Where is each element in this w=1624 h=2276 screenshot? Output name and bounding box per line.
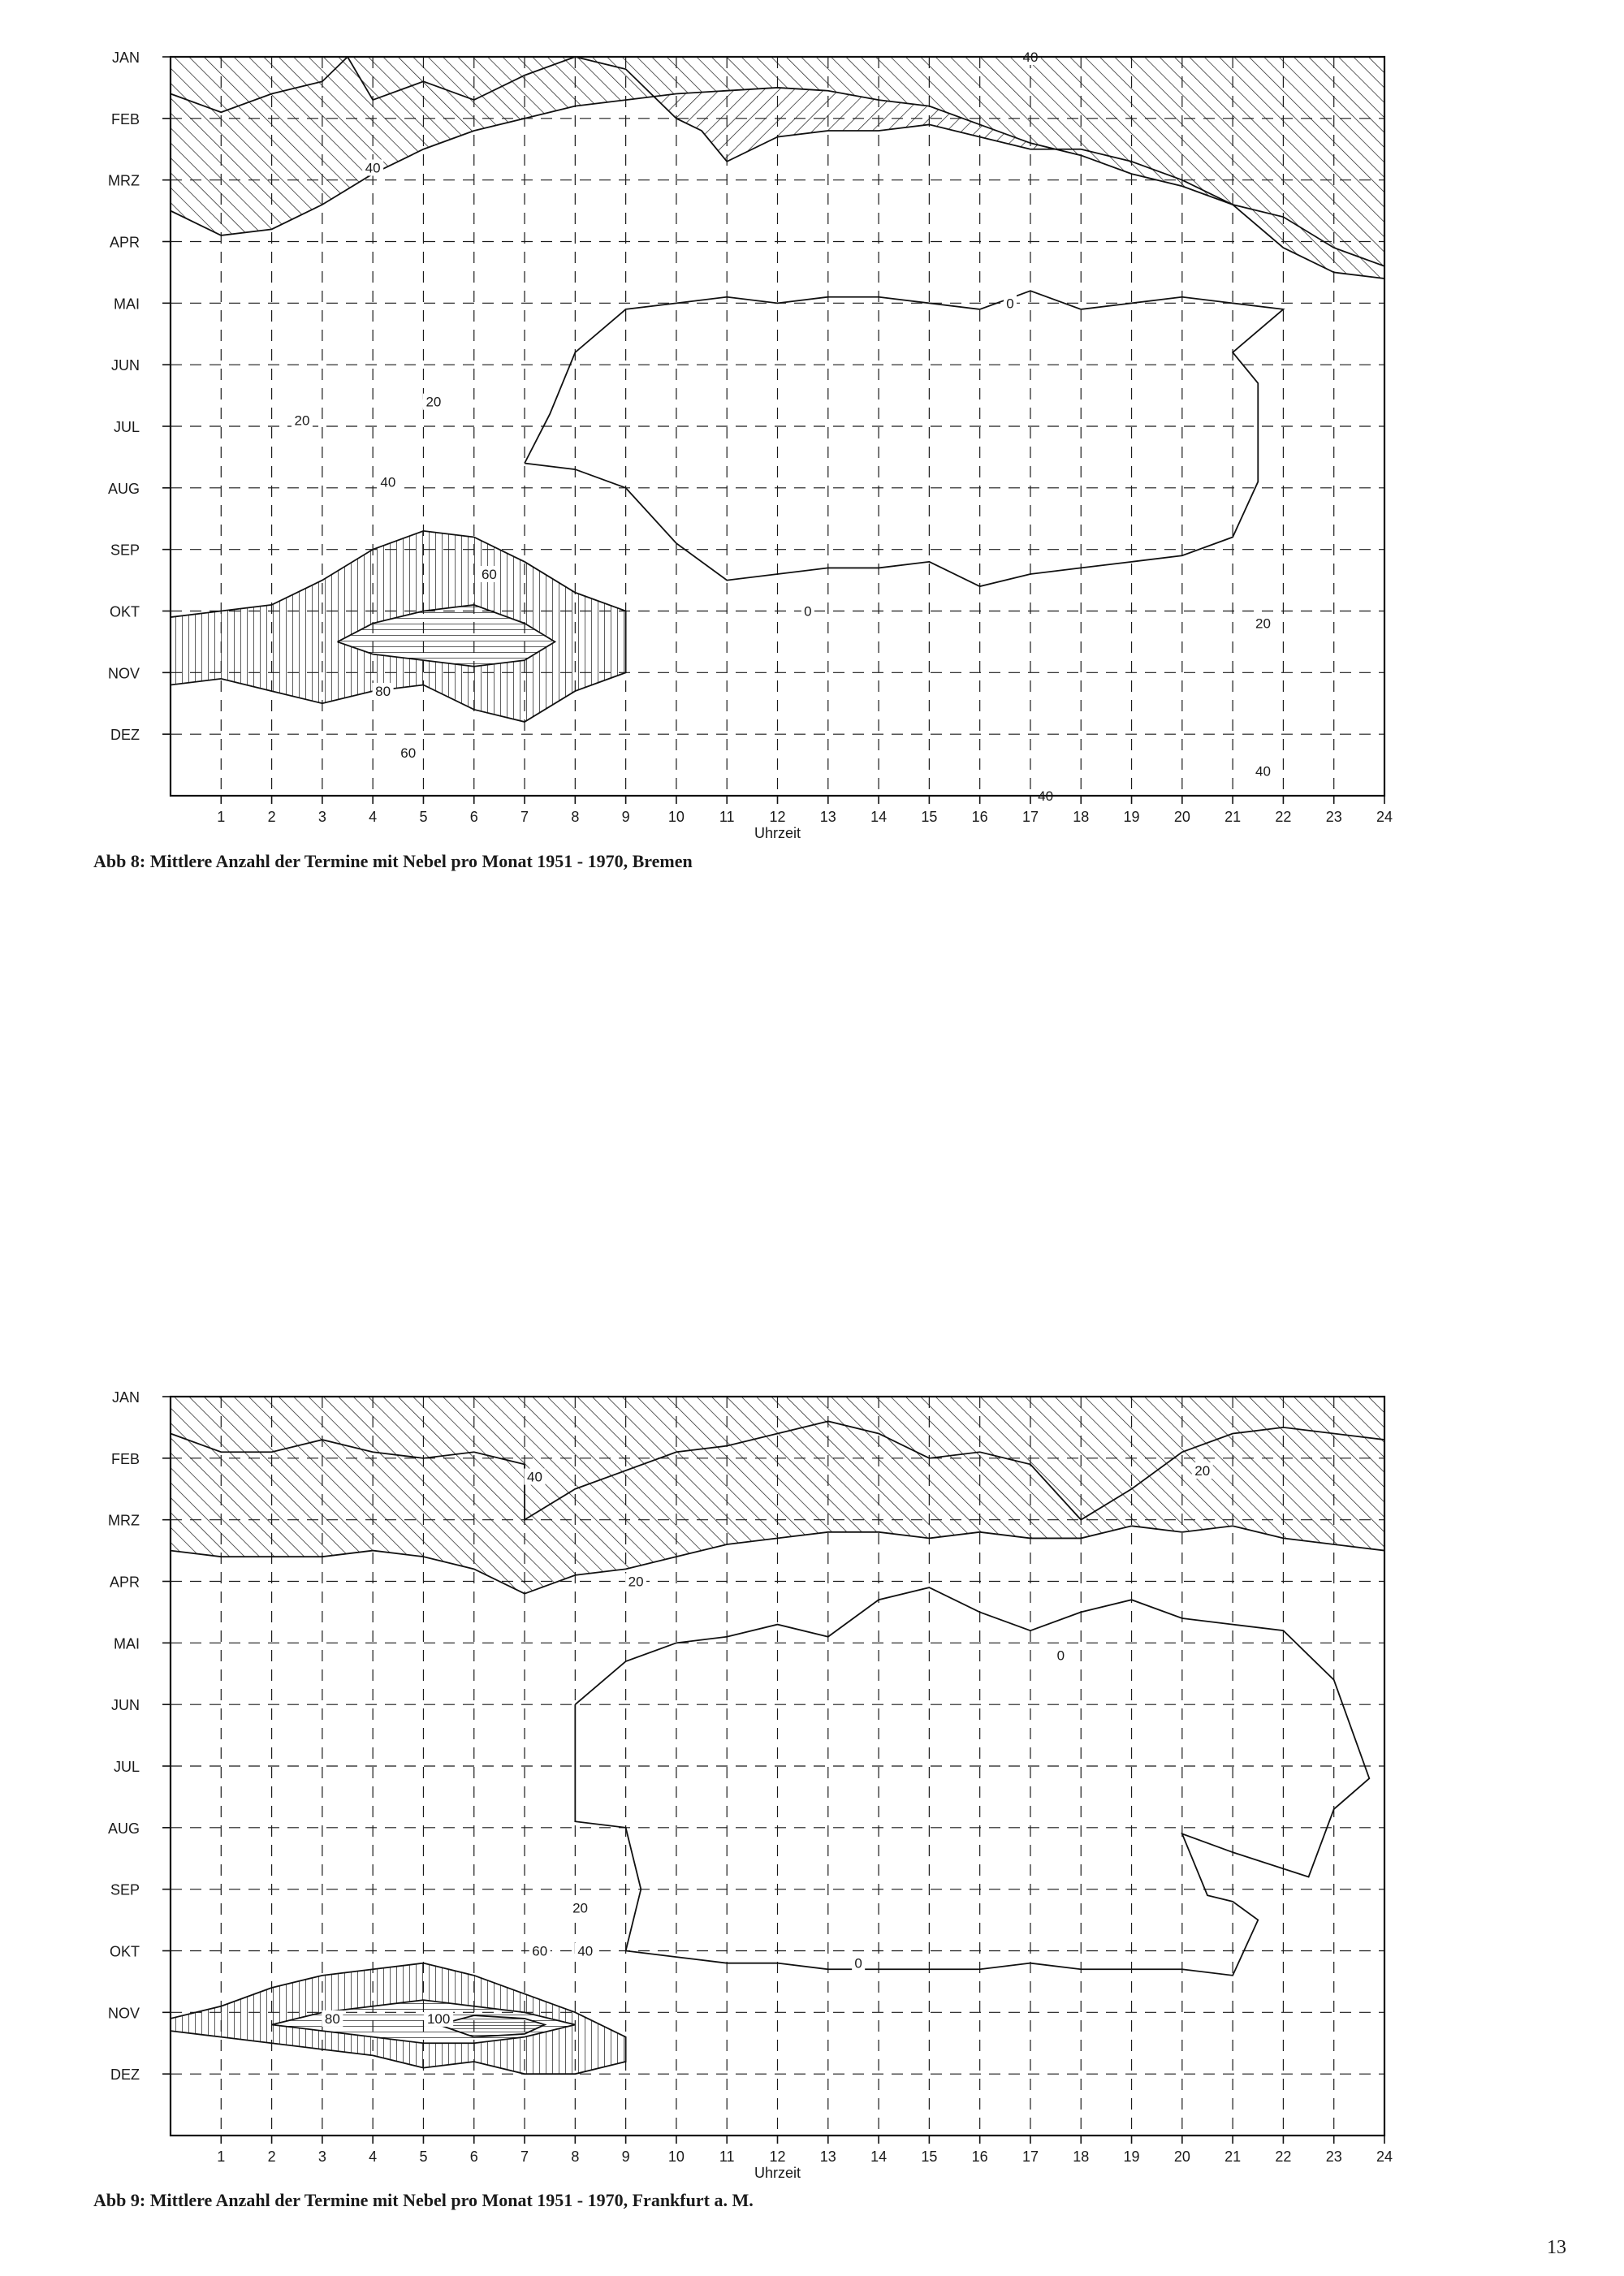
x-tick-label: 11	[719, 2149, 735, 2165]
contour-label: 20	[1194, 1463, 1211, 1479]
y-tick-label: AUG	[107, 1820, 140, 1837]
x-tick-label: 15	[921, 809, 938, 825]
contour-label: 40	[577, 1943, 594, 1959]
caption-text: Mittlere Anzahl der Termine mit Nebel pro Monat 1951 - 1970, Bremen	[149, 851, 693, 871]
x-tick-label: 3	[317, 2149, 326, 2165]
y-tick-label: JUL	[113, 419, 140, 435]
x-tick-label: 24	[1376, 809, 1393, 825]
contour-label: 20	[294, 412, 310, 429]
x-tick-label: 19	[1123, 2149, 1140, 2165]
contour-label: 80	[375, 684, 391, 700]
x-tick-label: 19	[1123, 809, 1140, 825]
x-tick-label: 20	[1173, 2149, 1190, 2165]
x-tick-label: 15	[921, 2149, 938, 2165]
contour-label: 20	[628, 1574, 644, 1590]
x-tick-label: 1	[217, 2149, 226, 2165]
figure-caption-bremen	[93, 851, 693, 872]
x-tick-label: 21	[1224, 2149, 1242, 2165]
contour-label: 60	[400, 745, 417, 761]
x-tick-label: 2	[267, 2149, 276, 2165]
x-tick-label: 2	[267, 809, 276, 825]
y-tick-label: OKT	[109, 603, 140, 620]
x-tick-label: 11	[719, 809, 735, 825]
x-tick-label: 8	[571, 809, 580, 825]
y-tick-label: MAI	[113, 296, 140, 313]
x-tick-label: 1	[217, 809, 226, 825]
x-tick-label: 3	[317, 809, 326, 825]
x-tick-label: 16	[971, 2149, 988, 2165]
contour-band-0	[575, 1587, 1369, 1976]
page-number: 13	[1547, 2237, 1566, 2258]
x-tick-label: 24	[1376, 2149, 1393, 2165]
contour-label: 40	[365, 160, 381, 176]
contour-label: 60	[532, 1943, 548, 1959]
x-tick-label: 23	[1325, 809, 1342, 825]
x-tick-label: 5	[419, 809, 428, 825]
x-tick-label: 9	[621, 809, 630, 825]
caption-label: Abb 9:	[93, 2190, 146, 2210]
y-tick-label: FEB	[110, 110, 140, 127]
x-tick-label: 7	[520, 2149, 529, 2165]
contour-chart-frankfurt	[0, 1372, 1624, 2184]
x-tick-label: 17	[1021, 2149, 1039, 2165]
x-tick-label: 9	[621, 2149, 630, 2165]
contour-label: 40	[380, 474, 396, 490]
contour-label: 0	[854, 1955, 862, 1972]
y-tick-label: MRZ	[108, 1512, 140, 1529]
caption-label: Abb 8:	[93, 851, 146, 871]
x-tick-label: 13	[819, 809, 836, 825]
contour-label: 40	[1022, 50, 1039, 65]
x-tick-label: 22	[1275, 2149, 1292, 2165]
x-tick-label: 14	[870, 809, 888, 825]
y-tick-label: JAN	[111, 50, 140, 66]
y-tick-label: JAN	[111, 1389, 140, 1406]
x-tick-label: 21	[1224, 809, 1242, 825]
x-tick-label: 10	[667, 809, 685, 825]
y-tick-label: APR	[109, 1574, 140, 1591]
y-tick-label: DEZ	[110, 2067, 140, 2084]
y-tick-label: SEP	[110, 1881, 140, 1898]
x-tick-label: 18	[1073, 2149, 1090, 2165]
contour-chart-bremen	[0, 32, 1624, 844]
x-tick-label: 6	[469, 809, 478, 825]
y-tick-label: AUG	[107, 480, 140, 497]
contour-label: 20	[1255, 615, 1271, 632]
x-tick-label: 8	[571, 2149, 580, 2165]
y-tick-label: JUL	[113, 1759, 140, 1775]
x-tick-label: 4	[369, 2149, 378, 2165]
y-tick-label: JUN	[111, 357, 140, 374]
contour-band-0	[525, 291, 1283, 586]
x-tick-label: 10	[667, 2149, 685, 2165]
x-tick-label: 18	[1073, 809, 1090, 825]
contour-label: 80	[324, 2010, 340, 2027]
x-tick-label: 4	[369, 809, 378, 825]
contour-label: 100	[426, 2010, 451, 2027]
x-tick-label: 16	[971, 809, 988, 825]
y-tick-label: MRZ	[108, 172, 140, 189]
figure-caption-frankfurt	[93, 2190, 754, 2211]
x-axis-label: Uhrzeit	[754, 825, 801, 841]
caption-text: Mittlere Anzahl der Termine mit Nebel pro Monat 1951 - 1970, Frankfurt a. M.	[149, 2190, 754, 2210]
x-tick-label: 6	[469, 2149, 478, 2165]
plot-area	[171, 1397, 1384, 2136]
x-tick-label: 14	[870, 2149, 888, 2165]
y-tick-label: DEZ	[110, 727, 140, 744]
contour-label: 60	[481, 567, 497, 582]
x-tick-label: 12	[769, 809, 786, 825]
contour-label: 40	[527, 1469, 542, 1485]
contour-label: 20	[572, 1900, 589, 1916]
y-tick-label: APR	[109, 234, 140, 251]
contour-label: 0	[804, 603, 812, 620]
y-tick-label: NOV	[107, 665, 140, 682]
y-tick-label: MAI	[113, 1635, 140, 1652]
x-axis-label: Uhrzeit	[754, 2165, 801, 2181]
x-tick-label: 7	[520, 809, 529, 825]
contour-label: 0	[1056, 1648, 1065, 1664]
x-tick-label: 12	[769, 2149, 786, 2165]
contour-label: 40	[1255, 763, 1271, 780]
x-tick-label: 17	[1021, 809, 1039, 825]
x-tick-label: 5	[419, 2149, 428, 2165]
y-tick-label: OKT	[109, 1943, 140, 1960]
y-tick-label: JUN	[111, 1697, 140, 1714]
contour-label: 0	[1006, 296, 1014, 312]
contour-label: 40	[1038, 788, 1054, 804]
y-tick-label: SEP	[110, 542, 140, 559]
y-tick-label: NOV	[107, 2005, 140, 2022]
contour-label: 20	[425, 394, 442, 410]
x-tick-label: 23	[1325, 2149, 1342, 2165]
x-tick-label: 22	[1275, 809, 1292, 825]
x-tick-label: 13	[819, 2149, 836, 2165]
x-tick-label: 20	[1173, 809, 1190, 825]
y-tick-label: FEB	[110, 1450, 140, 1467]
plot-area	[171, 57, 1384, 796]
